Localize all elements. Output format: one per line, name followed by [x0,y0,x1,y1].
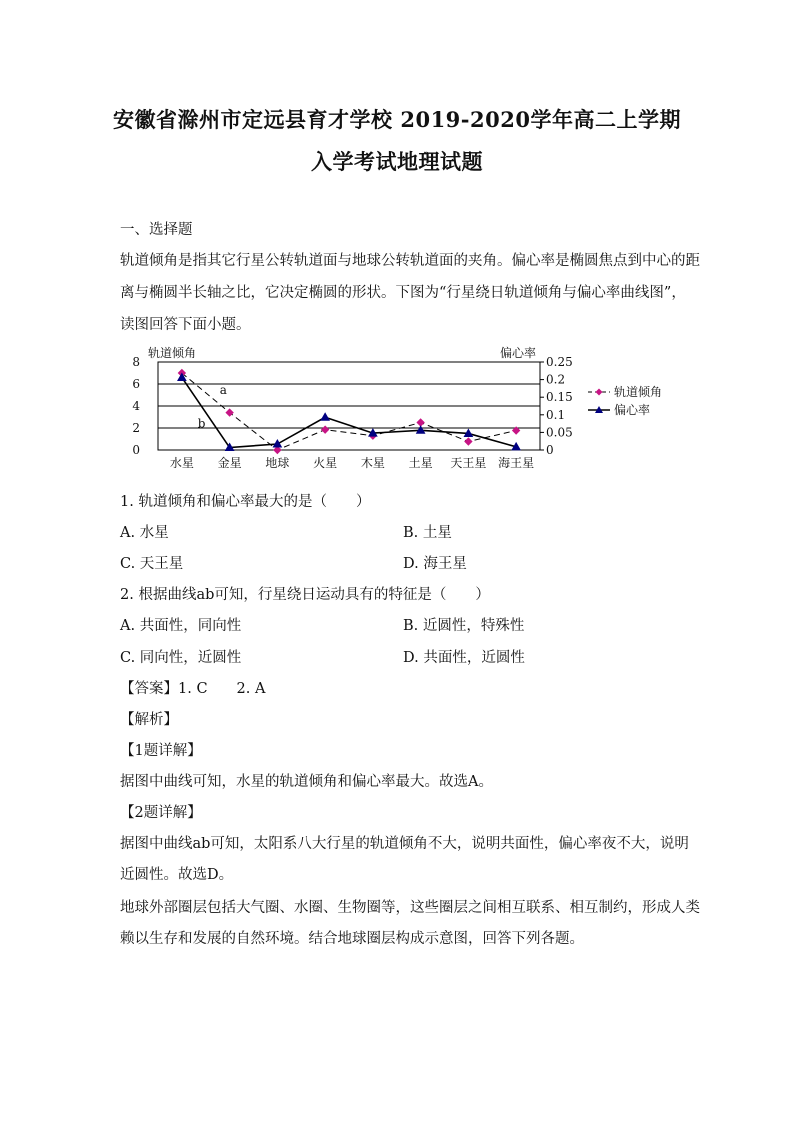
next-intro-line-2: 赖以生存和发展的自然环境。结合地球圈层构成示意图，回答下列各题。 [120,931,584,947]
intro-line-1: 轨道倾角是指其它行星公转轨道面与地球公转轨道面的夹角。偏心率是椭圆焦点到中心的距 [120,253,700,269]
next-intro-line-1: 地球外部圈层包括大气圈、水圈、生物圈等，这些圈层之间相互联系、相互制约，形成人类 [120,900,700,916]
intro-line-3: 读图回答下面小题。 [120,317,251,333]
y-right-tick-label: 0 [546,443,554,457]
question-1-option-d: D. 海王星 [403,556,467,572]
question-2-option-c: C. 同向性，近圆性 [120,650,242,666]
x-tick-label: 金星 [217,456,242,470]
question-2-option-b: B. 近圆性，特殊性 [403,618,525,634]
q1-detail-text: 据图中曲线可知，水星的轨道倾角和偏心率最大。故选A。 [120,774,493,790]
x-tick-label: 地球 [265,456,290,470]
question-1-option-b: B. 土星 [403,525,452,541]
x-tick-label: 木星 [360,456,385,470]
chart-series [178,370,520,454]
y-right-tick-label: 0.15 [546,390,573,405]
legend-label-eccentricity: 偏心率 [614,403,651,417]
y-left-tick-label: 8 [132,355,140,369]
y-right-tick-label: 0.25 [546,355,573,369]
chart-legend [588,384,662,417]
inclination-point [274,447,281,454]
eccentricity-point [321,413,329,420]
x-tick-label: 天王星 [450,456,487,470]
y-left-tick-label: 0 [132,443,140,457]
legend-marker-inclination [596,389,603,396]
question-1-option-a: A. 水星 [120,525,169,541]
q2-detail-heading: 【2题详解】 [120,805,202,821]
question-1-stem: 1. 轨道倾角和偏心率最大的是（ ） [120,494,371,510]
orbit-chart [118,340,678,472]
q2-detail-text-2: 近圆性。故选D。 [120,867,234,883]
y-right-tick-label: 0.1 [546,407,566,422]
inclination-point [322,426,329,433]
question-2-stem: 2. 根据曲线ab可知，行星绕日运动具有的特征是（ ） [120,587,490,603]
section-heading: 一、选择题 [120,222,193,238]
intro-line-2: 离与椭圆半长轴之比，它决定椭圆的形状。下图为“行星绕日轨道倾角与偏心率曲线图”， [120,285,686,301]
answer-line: 【答案】1. C 2. A [120,681,266,697]
y-right-axis-title: 偏心率 [500,346,537,360]
y-right-tick-label: 0.05 [546,425,573,440]
analysis-heading: 【解析】 [120,712,178,728]
chart-axes [132,345,572,470]
x-tick-label: 土星 [408,456,433,470]
q2-detail-text-1: 据图中曲线ab可知，太阳系八大行星的轨道倾角不大，说明共面性，偏心率夜不大，说明 [120,836,689,852]
y-left-axis-title: 轨道倾角 [148,346,197,360]
y-left-tick-label: 4 [132,399,140,413]
title-line-1: 安徽省滁州市定远县育才学校 2019-2020学年高二上学期 [113,107,681,132]
eccentricity-point [178,373,186,380]
question-1-option-c: C. 天王星 [120,556,184,572]
inclination-point [417,419,424,426]
curve-label-a: a [219,382,227,397]
x-tick-label: 火星 [313,456,338,470]
x-tick-label: 海王星 [498,456,535,470]
y-left-tick-label: 6 [132,377,140,391]
curve-label-b: b [197,416,206,431]
legend-label-inclination: 轨道倾角 [614,385,663,399]
y-left-tick-label: 2 [132,421,140,435]
question-2-option-a: A. 共面性，同向性 [120,618,242,634]
question-2-option-d: D. 共面性，近圆性 [403,650,525,666]
y-right-tick-label: 0.2 [546,372,566,387]
x-tick-label: 水星 [169,456,194,470]
q1-detail-heading: 【1题详解】 [120,743,202,759]
title-line-2: 入学考试地理试题 [311,149,483,174]
inclination-point [465,438,472,445]
